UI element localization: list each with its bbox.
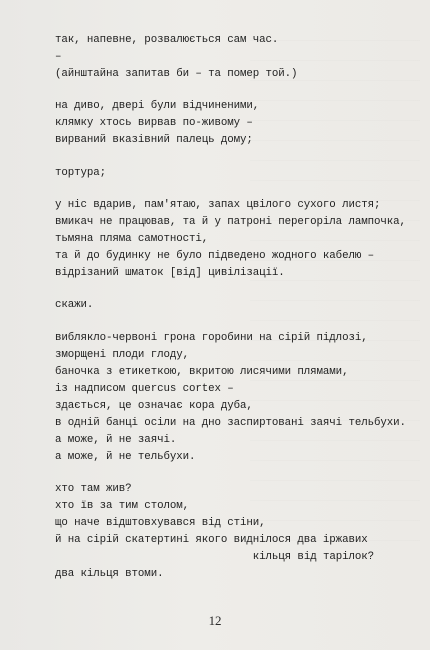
poem-line-24: що наче відштовхувався від стіни, [55,517,266,529]
poem-line-13: скажи. [55,299,94,311]
poem-line-14: виблякло-червоні грона горобини на сірій підлозі, [55,332,368,344]
poem-line-7: тортура; [55,167,107,179]
poem-line-22: хто там жив? [55,483,132,495]
poem-line-16: баночка з етикеткою, вкритою лисячими плямами, [55,366,349,378]
poem-line-12: відрізаний шматок [від] цивілізації. [55,267,285,279]
poem-line-2: – [55,51,62,63]
poem-line-3: (айнштайна запитав би – та помер той.) [55,68,298,80]
poem-line-19: в одній банці осіли на дно заспиртовані заячі тельбухи. [55,417,406,429]
poem-line-4: на диво, двері були відчиненими, [55,100,260,112]
poem-line-15: зморщені плоди глоду, [55,349,189,361]
poem-line-9: вмикач не працював, та й у патроні перегоріла лампочка, [55,216,406,228]
poem-line-21: а може, й не тельбухи. [55,451,196,463]
poem-line-18: здається, це означає кора дуба, [55,400,253,412]
poem-line-25: й на сірій скатертині якого виднілося два іржавих [55,534,368,546]
poem-line-27: два кільця втоми. [55,568,164,580]
bleed-through-text [250,40,420,560]
poem-line-1: так, напевне, розвалюється сам час. [55,34,279,46]
poem-line-6: вирваний вказівний палець дому; [55,134,253,146]
poem-line-17: із надписом quercus cortex – [55,383,234,395]
poem-line-11: та й до будинку не було підведено жодного кабелю – [55,250,374,262]
poem-line-10: тьмяна пляма самотності, [55,233,209,245]
poem-line-26: кільця від тарілок? [252,551,374,563]
poem-line-5: клямку хтось вирвав по-живому – [55,117,253,129]
poem-line-8: у ніс вдарив, пам'ятаю, запах цвілого сухого листя; [55,199,381,211]
page-number: 12 [208,613,222,628]
poem-line-20: а може, й не заячі. [55,434,177,446]
poem-line-23: хто їв за тим столом, [55,500,189,512]
